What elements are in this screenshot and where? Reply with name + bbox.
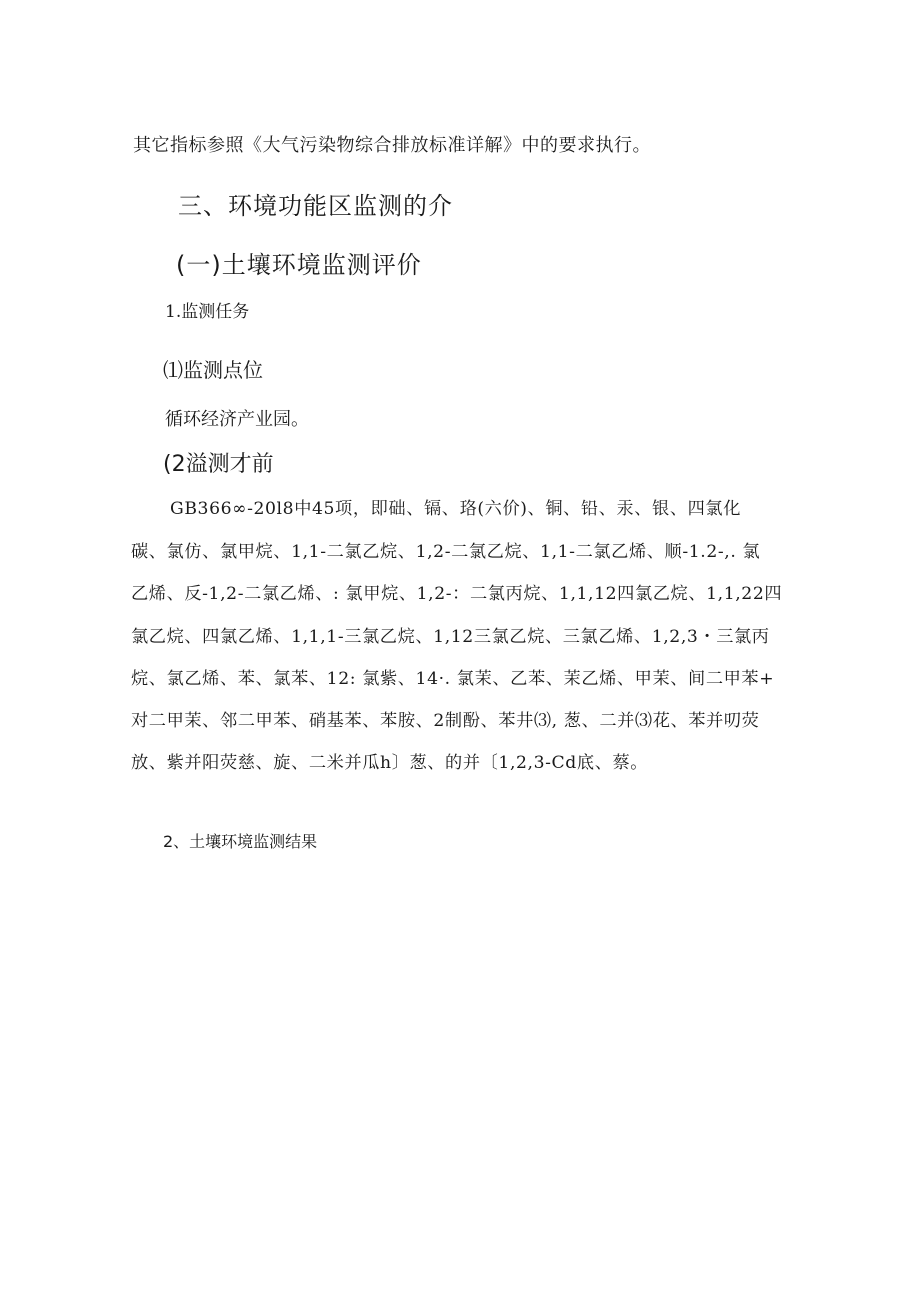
- intro-paragraph: 其它指标参照《大气污染物综合排放标准详解》中的要求执行。: [133, 135, 651, 156]
- item-line: 放、紫并阳荧慈、旋、二米并瓜h〕葱、的并〔1,2,3-Cd底、蔡。: [131, 753, 649, 773]
- subsection-heading: (一)土壤环境监测评价: [176, 251, 422, 279]
- item-heading: (2溢测才前: [163, 452, 274, 477]
- item-line: 氯乙烷、四氯乙烯、1,1,1-三氯乙烷、1,12三氯乙烷、三氯乙烯、1,2,3・三氯丙: [131, 627, 770, 647]
- point-heading: ⑴监测点位: [163, 358, 263, 382]
- item-line: 烷、氯乙烯、苯、氯苯、12: 氯紫、14·. 氯茉、乙苯、茉乙烯、甲茉、间二甲苯+: [131, 669, 775, 689]
- result-heading: 2、土壤环境监测结果: [163, 832, 318, 851]
- point-text: 循环经济产业园。: [165, 409, 309, 430]
- item-line: 对二甲茉、邻二甲苯、硝基苯、苯胺、2制酚、苯井⑶, 葱、二并⑶花、苯并叨荧: [131, 711, 760, 731]
- task-heading: 1.监测任务: [165, 302, 250, 322]
- section-heading: 三、环境功能区监测的介: [178, 192, 453, 220]
- item-line: 碳、氯仿、氯甲烷、1,1-二氯乙烷、1,2-二氯乙烷、1,1-二氯乙烯、顺-1.2-,. 氯: [131, 542, 761, 562]
- item-line: 乙烯、反-1,2-二氯乙烯、: 氯甲烷、1,2-：二氯丙烷、1,1,12四氯乙烷、1,1,22四: [131, 584, 783, 604]
- item-line: GB366∞-20l8中45项，即础、镉、珞(六价)、铜、铅、汞、银、四氯化: [170, 499, 741, 519]
